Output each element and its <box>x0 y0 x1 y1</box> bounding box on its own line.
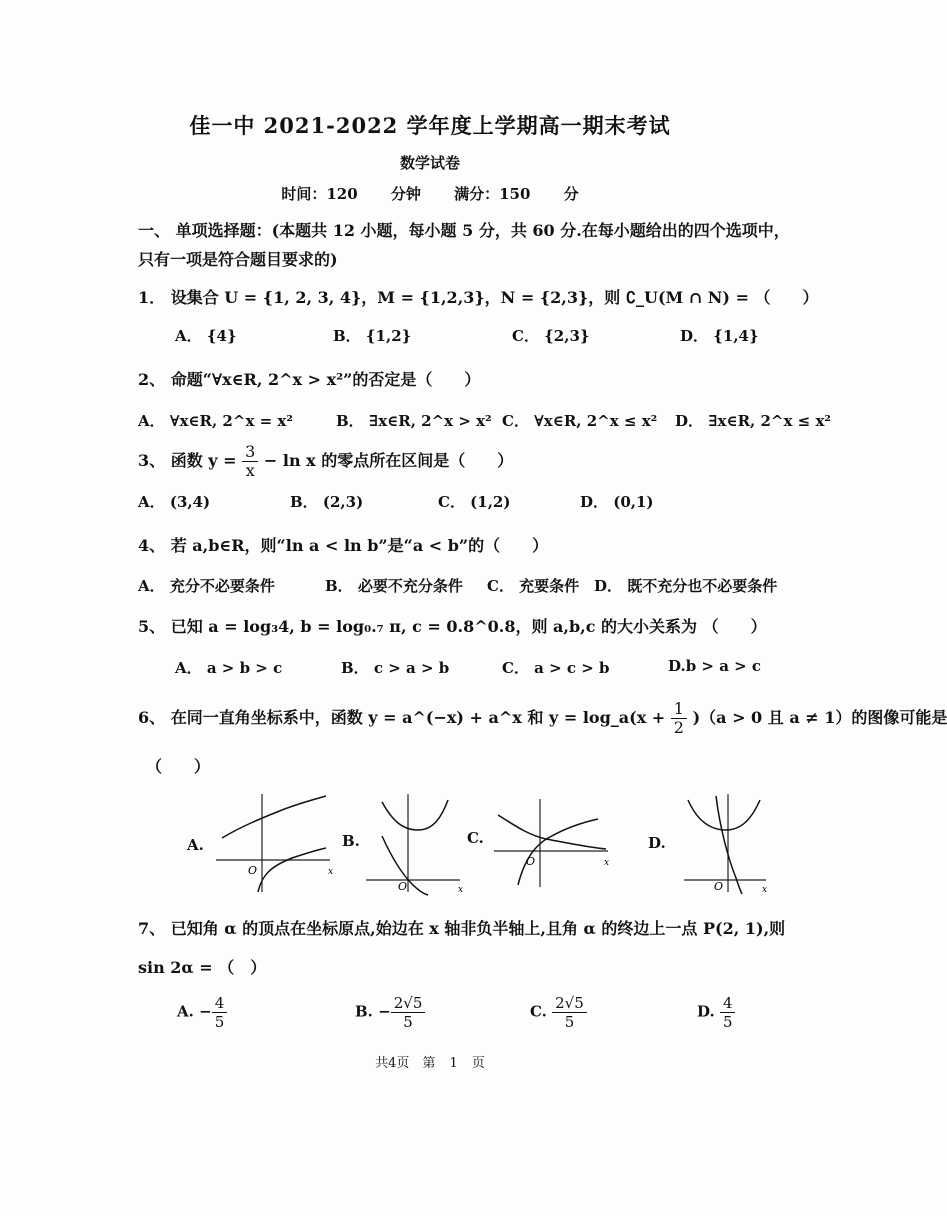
q7-stem-line2: sin 2α = （ ） <box>138 958 267 977</box>
q4-option-b: B． 必要不充分条件 <box>325 577 463 595</box>
q3-option-d: D． (0,1) <box>580 493 654 511</box>
q7-option-a-frac <box>212 994 228 1031</box>
q5-option-b: B． c > a > b <box>341 659 450 677</box>
q5-option-c: C． a > c > b <box>502 659 610 677</box>
q3-fraction <box>242 443 258 480</box>
q2-stem: 2、 命题“∀x∈R, 2^x > x²”的否定是（ ） <box>138 370 481 389</box>
svg-text:x: x <box>762 885 768 895</box>
q6-graph-d <box>680 788 770 896</box>
graph-d-svg <box>680 788 770 896</box>
section-heading-line2: 只有一项是符合题目要求的) <box>138 250 338 269</box>
q3-option-a: A． (3,4) <box>138 493 211 511</box>
q7-option-b-label: B. <box>355 1002 373 1021</box>
q7-option-a-num: 4 <box>212 994 228 1013</box>
q3-option-b: B． (2,3) <box>290 493 364 511</box>
q1-option-b: B． {1,2} <box>333 327 412 345</box>
q7-option-d <box>697 994 735 1031</box>
q7-option-d-num: 4 <box>720 994 736 1013</box>
q6-stem-post: )（a > 0 且 a ≠ 1）的图像可能是 <box>692 708 947 727</box>
q1-option-a: A． {4} <box>175 327 237 345</box>
q7-option-a-label: A. <box>177 1002 194 1021</box>
q7-option-c-frac <box>552 994 587 1031</box>
q7-option-c-num: 2√5 <box>552 994 587 1013</box>
q7-option-b-num: 2√5 <box>391 994 426 1013</box>
q6-graph-a <box>212 788 336 896</box>
q5-option-a: A． a > b > c <box>175 659 283 677</box>
q7-option-a-sign: − <box>199 1002 212 1021</box>
q4-option-a: A． 充分不必要条件 <box>138 577 275 595</box>
graph-a-svg <box>212 788 336 896</box>
q4-option-c: C． 充要条件 <box>487 577 580 595</box>
section-heading-line1: 一、 单项选择题：(本题共 12 小题，每小题 5 分，共 60 分.在每小题给出的四个选项中， <box>138 221 790 240</box>
svg-text:O: O <box>398 880 408 893</box>
q1-option-d: D． {1,4} <box>680 327 759 345</box>
q7-option-b-sign: − <box>378 1002 391 1021</box>
q6-graph-b-label: B. <box>342 832 360 850</box>
q2-option-d: D． ∃x∈R, 2^x ≤ x² <box>675 412 831 430</box>
svg-text:x: x <box>458 885 464 895</box>
svg-text:x: x <box>328 867 334 877</box>
q1-stem: 1． 设集合 U = {1, 2, 3, 4}，M = {1,2,3}，N = {2,3}，则 ∁_U(M ∩ N) = （ ） <box>138 288 819 307</box>
q4-stem: 4、 若 a,b∈R，则“ln a < ln b”是“a < b”的（ ） <box>138 536 549 555</box>
exam-subtitle: 数学试卷 <box>399 154 460 172</box>
q3-stem-post: − ln x 的零点所在区间是（ ） <box>263 451 514 470</box>
svg-text:O: O <box>248 864 258 877</box>
q3-option-c: C． (1,2) <box>438 493 511 511</box>
q7-option-a <box>177 994 227 1031</box>
svg-text:O: O <box>714 880 724 893</box>
q6-graph-b <box>362 788 466 896</box>
svg-text:O: O <box>526 855 536 868</box>
q7-option-d-frac <box>720 994 736 1031</box>
q6-frac-num: 1 <box>671 700 687 719</box>
q7-option-d-label: D. <box>697 1002 715 1021</box>
exam-title: 佳一中 2021-2022 学年度上学期高一期末考试 <box>189 113 671 138</box>
q6-stem-pre: 6、 在同一直角坐标系中，函数 y = a^(−x) + a^x 和 y = log_a(x + <box>138 708 666 727</box>
q2-option-a: A． ∀x∈R, 2^x = x² <box>138 412 293 430</box>
q2-option-c: C． ∀x∈R, 2^x ≤ x² <box>502 412 658 430</box>
q5-stem: 5、 已知 a = log₃4, b = log₀.₇ π, c = 0.8^0.8，则 a,b,c 的大小关系为 （ ） <box>138 617 767 636</box>
q5-option-d: D.b > a > c <box>668 657 762 675</box>
svg-text:x: x <box>604 858 610 868</box>
q3-frac-den: x <box>245 461 255 480</box>
graph-b-svg <box>362 788 466 896</box>
q1-option-c: C． {2,3} <box>512 327 590 345</box>
q6-answer-paren: （ ） <box>146 757 211 776</box>
q7-option-c-label: C. <box>530 1002 547 1021</box>
q6-graph-c <box>490 795 612 891</box>
exam-meta <box>0 183 860 204</box>
q6-graph-a-label: A. <box>187 836 204 854</box>
q6-frac-den: 2 <box>673 718 684 737</box>
q3-frac-num: 3 <box>242 443 258 462</box>
q6-graph-c-label: C. <box>467 829 484 847</box>
q6-stem <box>138 700 947 737</box>
q7-option-c <box>530 994 587 1031</box>
q6-fraction <box>671 700 687 737</box>
q7-option-c-den: 5 <box>564 1013 575 1031</box>
q7-option-b <box>355 994 425 1031</box>
q7-option-b-den: 5 <box>403 1013 413 1031</box>
exam-time: 时间：120 分钟 <box>281 185 421 203</box>
q7-option-d-den: 5 <box>722 1013 733 1031</box>
exam-score: 满分：150 分 <box>454 185 579 203</box>
page-footer: 共4页 第 1 页 <box>375 1056 485 1071</box>
q2-option-b: B． ∃x∈R, 2^x > x² <box>336 412 492 430</box>
q7-stem-line1: 7、 已知角 α 的顶点在坐标原点,始边在 x 轴非负半轴上,且角 α 的终边上一点 P(2, 1),则 <box>138 919 786 938</box>
q7-option-a-den: 5 <box>214 1013 225 1031</box>
q3-stem-pre: 3、 函数 y = <box>138 451 237 470</box>
graph-c-svg <box>490 795 612 891</box>
q6-graph-d-label: D. <box>648 834 666 852</box>
q3-stem <box>138 443 513 480</box>
q4-option-d: D． 既不充分也不必要条件 <box>594 577 778 595</box>
q7-option-b-frac <box>391 994 426 1031</box>
